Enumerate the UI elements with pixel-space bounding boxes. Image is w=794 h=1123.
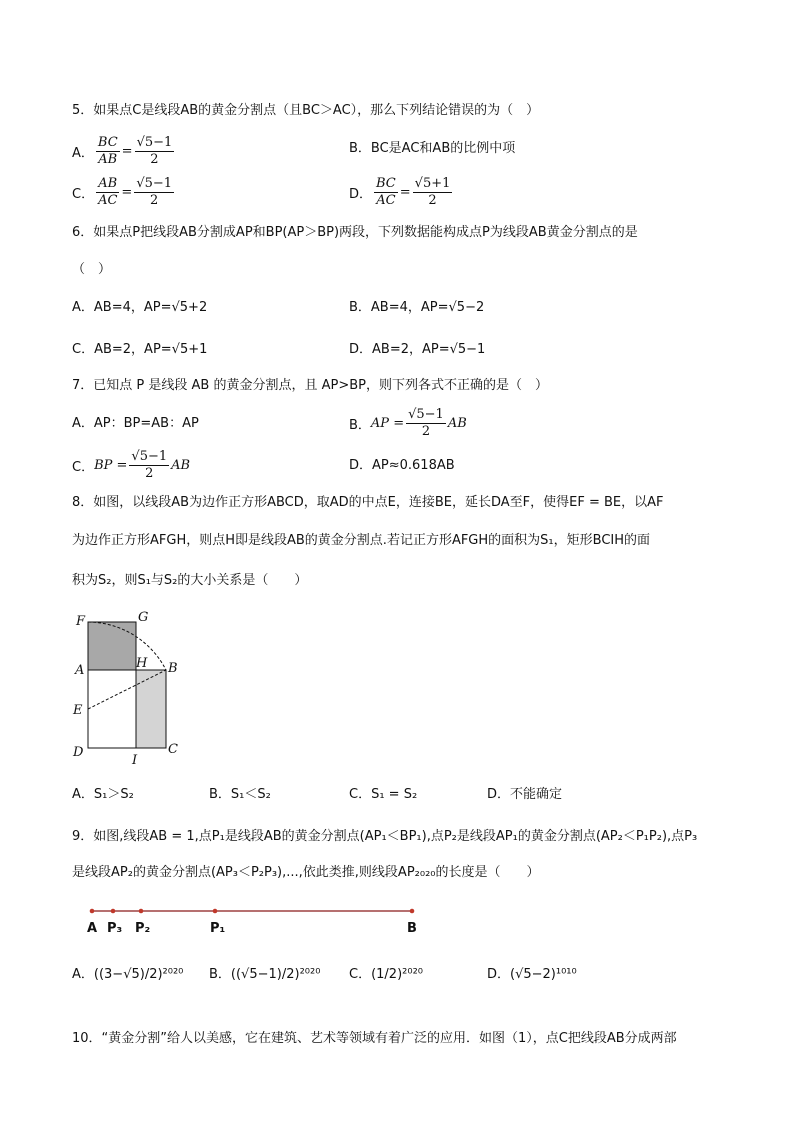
q5-d-rnum: √5+1 xyxy=(414,175,451,191)
q7-stem: 7．已知点 P 是线段 AB 的黄金分割点，且 AP>BP，则下列各式不正确的是（ ） xyxy=(72,378,548,393)
label-seg-a: A xyxy=(87,921,98,936)
label-d: D xyxy=(73,745,84,760)
label-h: H xyxy=(136,656,148,671)
label-c: C xyxy=(168,742,178,757)
label-e: E xyxy=(73,703,83,718)
q8-stem-line2: 为边作正方形AFGH，则点H即是线段AB的黄金分割点.若记正方形AFGH的面积为S₁，矩形BCIH的面 xyxy=(72,533,650,548)
q6-option-a[interactable]: A．AB=4，AP=√5+2 xyxy=(72,300,208,315)
square-afgh xyxy=(88,622,136,670)
q9-option-a[interactable]: A．((3−√5)/2)²⁰²⁰ xyxy=(72,967,184,982)
q5-c-num: AB xyxy=(98,175,118,191)
point-p1 xyxy=(213,909,218,914)
q9-option-b[interactable]: B．((√5−1)/2)²⁰²⁰ xyxy=(209,967,321,982)
q5-d-den: AC xyxy=(376,192,396,208)
q8-stem-line1: 8．如图，以线段AB为边作正方形ABCD，取AD的中点E，连接BE，延长DA至F，使得EF = BE，以AF xyxy=(72,495,664,510)
rectangle-bcih xyxy=(136,670,166,748)
q5-a-rnum: √5−1 xyxy=(136,134,173,150)
q5-d-label: D． xyxy=(349,186,373,202)
q8-stem-line3: 积为S₂，则S₁与S₂的大小关系是（ ） xyxy=(72,573,308,588)
label-i: I xyxy=(132,753,138,768)
q10-stem-line1: 10．“黄金分割”给人以美感，它在建筑、艺术等领域有着广泛的应用．如图（1），点C把线段AB分成两部 xyxy=(72,1031,677,1046)
label-g: G xyxy=(138,610,149,625)
q6-stem-line1: 6．如果点P把线段AB分割成AP和BP(AP＞BP)两段，下列数据能构成点P为线段AB黄金分割点的是 xyxy=(72,225,638,240)
q6-stem-line2: （ ） xyxy=(72,262,112,277)
q9-segment-figure xyxy=(82,900,432,940)
q5-d-rden: 2 xyxy=(428,192,437,208)
q5-a-den: AB xyxy=(98,151,118,167)
q6-option-c[interactable]: C．AB=2，AP=√5+1 xyxy=(72,342,208,357)
q7-option-b[interactable] xyxy=(349,406,467,440)
q5-a-rden: 2 xyxy=(150,151,159,167)
label-seg-p2: P₂ xyxy=(135,921,151,936)
q7-option-d[interactable]: D．AP≈0.618AB xyxy=(349,458,455,473)
label-b: B xyxy=(168,661,178,676)
label-seg-p1: P₁ xyxy=(210,921,226,936)
q7-c-num: √5−1 xyxy=(131,448,168,464)
label-seg-p3: P₃ xyxy=(107,921,123,936)
q6-option-b[interactable]: B．AB=4，AP=√5−2 xyxy=(349,300,485,315)
q5-a-num: BC xyxy=(97,134,118,150)
q8-option-a[interactable]: A．S₁＞S₂ xyxy=(72,787,134,802)
q8-figure xyxy=(68,606,188,768)
label-seg-b: B xyxy=(407,921,417,936)
q7-c-den: 2 xyxy=(145,465,154,481)
q5-c-den: AC xyxy=(98,192,118,208)
q7-b-lhs: AP = xyxy=(370,415,405,431)
q8-option-d[interactable]: D．不能确定 xyxy=(487,787,563,802)
q5-a-eq: = xyxy=(121,143,133,159)
q7-b-rhs: AB xyxy=(447,415,467,431)
q8-option-b[interactable]: B．S₁＜S₂ xyxy=(209,787,271,802)
q7-c-rhs: AB xyxy=(171,457,191,473)
q5-option-a[interactable] xyxy=(72,134,176,168)
q5-c-rnum: √5−1 xyxy=(136,175,173,191)
q6-option-d[interactable]: D．AB=2，AP=√5−1 xyxy=(349,342,486,357)
q9-stem-line2: 是线段AP₂的黄金分割点(AP₃＜P₂P₃),...,依此类推,则线段AP₂₀₂₀的长度是（ ） xyxy=(72,865,540,880)
label-a: A xyxy=(75,663,85,678)
point-p3 xyxy=(111,909,116,914)
label-f: F xyxy=(76,614,86,629)
q5-c-label: C． xyxy=(72,186,95,202)
q7-c-label: C． xyxy=(72,459,95,475)
q5-d-num: BC xyxy=(376,175,396,191)
point-a xyxy=(90,909,95,914)
q5-a-label: A． xyxy=(72,145,94,161)
q8-option-c[interactable]: C．S₁ = S₂ xyxy=(349,787,418,802)
q7-c-lhs: BP = xyxy=(94,457,128,473)
q7-option-c[interactable] xyxy=(72,448,190,482)
q5-c-rden: 2 xyxy=(150,192,159,208)
q7-b-label: B． xyxy=(349,417,371,433)
point-b xyxy=(410,909,415,914)
q9-option-c[interactable]: C．(1/2)²⁰²⁰ xyxy=(349,967,423,982)
q7-b-den: 2 xyxy=(421,423,431,439)
q5-option-d[interactable] xyxy=(349,175,454,209)
q7-option-a[interactable]: A．AP：BP=AB：AP xyxy=(72,416,199,431)
q5-d-eq: = xyxy=(399,184,411,200)
q5-option-c[interactable] xyxy=(72,175,176,209)
q5-option-b[interactable]: B．BC是AC和AB的比例中项 xyxy=(349,141,516,156)
q5-c-eq: = xyxy=(121,184,133,200)
q9-option-d[interactable]: D．(√5−2)¹⁰¹⁰ xyxy=(487,967,577,982)
q9-stem-line1: 9．如图,线段AB = 1,点P₁是线段AB的黄金分割点(AP₁＜BP₁),点P₂是线段AP₁的黄金分割点(AP₂＜P₁P₂),点P₃ xyxy=(72,829,698,844)
q5-stem: 5．如果点C是线段AB的黄金分割点（且BC＞AC），那么下列结论错误的为（ ） xyxy=(72,103,540,118)
q7-b-num: √5−1 xyxy=(408,406,444,422)
point-p2 xyxy=(139,909,144,914)
